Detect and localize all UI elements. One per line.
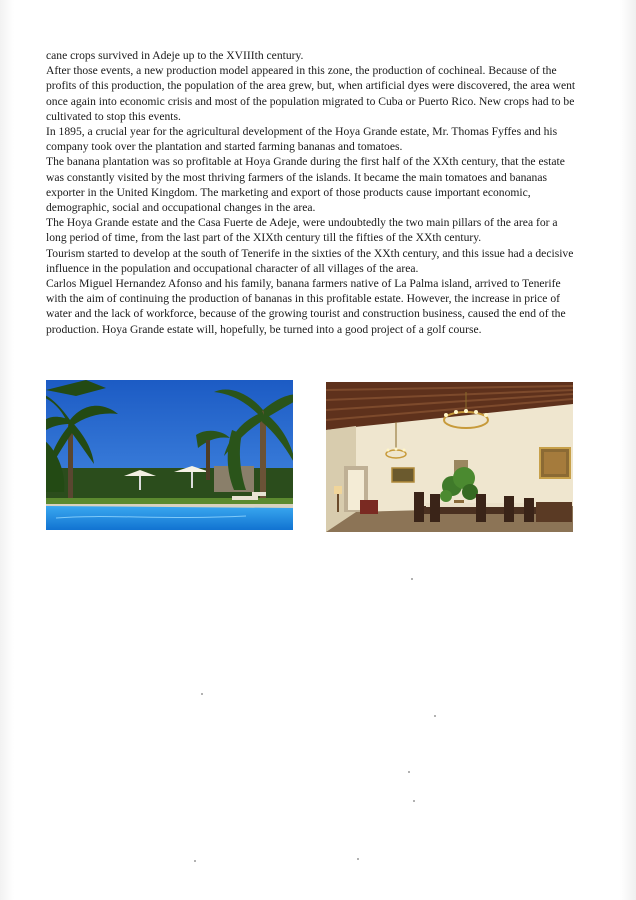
scan-speck (201, 693, 203, 695)
body-text (46, 48, 578, 337)
lounger (252, 492, 266, 496)
paragraph-6: Tourism started to develop at the south of Tenerife in the sixties of the XXth century, and this issue had a decisive influence in the population and occupational character of all villages of the area. (46, 246, 574, 275)
paragraph-4: The banana plantation was so profitable at Hoya Grande during the first half of the XXth century, that the estate was constantly visited by the most thriving farmers of the islands. It became the main tomatoes and bananas exporter in the United Kingdom. The marketing and export of those products cause important economic, demographic, social and occupational changes in the area. (46, 155, 565, 215)
scan-speck (357, 858, 359, 860)
pool-photo (46, 380, 293, 530)
sideboard (536, 502, 572, 522)
lamp-stand (337, 494, 339, 512)
paragraph-1: cane crops survived in Adeje up to the XVIIIth century. (46, 49, 304, 62)
lounger (232, 496, 258, 500)
scan-speck (408, 771, 410, 773)
paragraph-2: After those events, a new production model appeared in this zone, the production of cochineal. Because of the profits of this production, the population of the area grew, but, when artificial dyes were discovered, the area went once again into economic crisis and most of the population migrated to Cuba or Puerto Rico. New crops had to be cultivated to stop this events. (46, 64, 576, 123)
umbrella-pole (191, 472, 193, 488)
painting (392, 468, 414, 482)
painting-canvas (544, 452, 566, 474)
swimming-pool (46, 506, 293, 530)
scan-speck (434, 715, 436, 717)
lamp (334, 486, 342, 494)
scan-speck (413, 800, 415, 802)
armchair (360, 500, 378, 514)
paragraph-5: The Hoya Grande estate and the Casa Fuerte de Adeje, were undoubtedly the two main pillars of the area for a long period of time, from the last part of the XIXth century till the fifties of the XXth century. (46, 216, 558, 245)
paragraph-3: In 1895, a crucial year for the agricultural development of the Hoya Grande estate, Mr. Thomas Fyffes and his company took over the plantation and started farming bananas and tomatoes. (46, 125, 558, 154)
scan-speck (411, 578, 413, 580)
scan-speck (194, 860, 196, 862)
interior-photo (326, 382, 573, 532)
umbrella-pole (139, 476, 141, 490)
paragraph-7: Carlos Miguel Hernandez Afonso and his family, banana farmers native of La Palma island, arrived to Tenerife with the aim of continuing the production of bananas in this profitable estate. However, the increase in price of water and the lack of workforce, because of the growing tourist and construction business, caused the end of the production. Hoya Grande estate will, hopefully, be turned into a good project of a golf course. (46, 277, 566, 336)
